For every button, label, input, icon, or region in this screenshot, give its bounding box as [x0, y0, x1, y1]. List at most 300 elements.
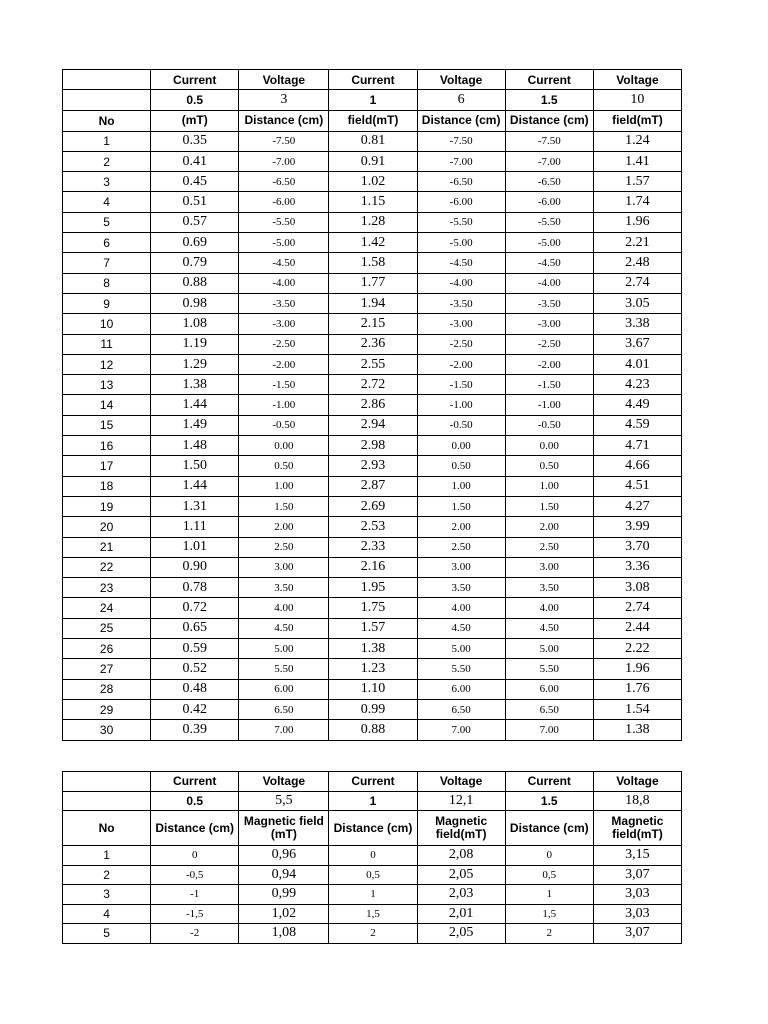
data-cell: -4.50 [417, 253, 505, 273]
data-cell: 1.15 [329, 192, 417, 212]
data-cell: 3.00 [239, 557, 329, 577]
row-number-cell: 11 [63, 334, 151, 354]
header-cell [63, 70, 151, 90]
table-row [63, 699, 682, 719]
data-cell: -7.50 [505, 131, 593, 151]
data-cell: 2.86 [329, 395, 417, 415]
data-table-2 [62, 771, 682, 944]
table-row [63, 456, 682, 476]
data-cell: 2.50 [505, 537, 593, 557]
data-cell: 1.50 [417, 496, 505, 516]
data-cell: 0.48 [151, 679, 239, 699]
data-cell: -2.50 [417, 334, 505, 354]
table-row [63, 496, 682, 516]
data-cell: 3.38 [593, 314, 681, 334]
row-number-cell: 17 [63, 456, 151, 476]
data-cell: -6.00 [505, 192, 593, 212]
data-cell: 5.00 [417, 639, 505, 659]
row-number-cell: 20 [63, 517, 151, 537]
data-cell: 0.00 [417, 436, 505, 456]
header-cell: Current [505, 70, 593, 90]
row-number-cell: 4 [63, 904, 151, 924]
header-label-cell: field(mT) [329, 110, 417, 131]
data-cell: 2,05 [417, 865, 505, 885]
header-label-cell: Distance (cm) [505, 110, 593, 131]
header-label-cell: (mT) [151, 110, 239, 131]
data-cell: -0,5 [151, 865, 239, 885]
data-cell: 1.95 [329, 578, 417, 598]
table-row [63, 578, 682, 598]
data-cell: 2 [505, 924, 593, 944]
data-cell: 0.52 [151, 659, 239, 679]
data-cell: 4.01 [593, 354, 681, 374]
table-row [63, 415, 682, 435]
data-cell: 2.44 [593, 618, 681, 638]
data-cell: 1.57 [593, 172, 681, 192]
data-cell: -2.00 [417, 354, 505, 374]
data-cell: 1.57 [329, 618, 417, 638]
data-cell: 3.50 [239, 578, 329, 598]
table-row [63, 354, 682, 374]
header-row [63, 70, 682, 90]
data-cell: 6.00 [505, 679, 593, 699]
data-cell: 0.50 [417, 456, 505, 476]
table-row [63, 904, 682, 924]
data-cell: 6.00 [417, 679, 505, 699]
row-number-cell: 15 [63, 415, 151, 435]
data-cell: -2.50 [505, 334, 593, 354]
data-cell: 0.88 [151, 273, 239, 293]
header-cell: Voltage [593, 772, 681, 792]
data-cell: 2.74 [593, 598, 681, 618]
row-number-cell: 26 [63, 639, 151, 659]
header-label-cell: No [63, 110, 151, 131]
data-cell: -6.50 [505, 172, 593, 192]
header-label-cell: No [63, 811, 151, 846]
row-number-cell: 28 [63, 679, 151, 699]
data-cell: 1.50 [505, 496, 593, 516]
header-label-cell: Distance (cm) [151, 811, 239, 846]
data-cell: 1.01 [151, 537, 239, 557]
data-cell: -6.50 [239, 172, 329, 192]
data-cell: 1.38 [329, 639, 417, 659]
table-row [63, 131, 682, 151]
table-row [63, 659, 682, 679]
data-cell: 0.78 [151, 578, 239, 598]
data-cell: 2.72 [329, 375, 417, 395]
table-row [63, 639, 682, 659]
data-cell: 2.00 [239, 517, 329, 537]
row-number-cell: 22 [63, 557, 151, 577]
data-cell: 0.81 [329, 131, 417, 151]
data-cell: 0.42 [151, 699, 239, 719]
data-cell: -4.00 [417, 273, 505, 293]
header-value-cell [63, 791, 151, 811]
header-label-cell: Distance (cm) [239, 110, 329, 131]
data-cell: 0,5 [329, 865, 417, 885]
data-cell: 4.23 [593, 375, 681, 395]
data-cell: 5.50 [505, 659, 593, 679]
header-label-cell: Distance (cm) [417, 110, 505, 131]
data-cell: 4.27 [593, 496, 681, 516]
data-cell: 1.00 [505, 476, 593, 496]
header-cell: Voltage [239, 70, 329, 90]
data-cell: 2.33 [329, 537, 417, 557]
table-row [63, 273, 682, 293]
data-cell: 2.16 [329, 557, 417, 577]
header-cell: Current [151, 70, 239, 90]
header-row [63, 811, 682, 846]
row-number-cell: 3 [63, 172, 151, 192]
header-row [63, 772, 682, 792]
data-cell: 5.50 [239, 659, 329, 679]
data-cell: 2,05 [417, 924, 505, 944]
data-cell: 1.02 [329, 172, 417, 192]
data-cell: -0.50 [505, 415, 593, 435]
data-cell: 1.50 [239, 496, 329, 516]
header-value-cell: 5,5 [239, 791, 329, 811]
table-row [63, 436, 682, 456]
data-cell: 6.50 [505, 699, 593, 719]
row-number-cell: 19 [63, 496, 151, 516]
data-cell: 1.41 [593, 151, 681, 171]
data-cell: 1.38 [593, 720, 681, 740]
data-cell: 3,03 [593, 904, 681, 924]
header-value-cell: 10 [593, 90, 681, 110]
data-cell: 4.66 [593, 456, 681, 476]
data-cell: 0,99 [239, 885, 329, 905]
data-cell: -1.00 [417, 395, 505, 415]
table-row [63, 192, 682, 212]
row-number-cell: 12 [63, 354, 151, 374]
table-row [63, 375, 682, 395]
data-cell: 1.49 [151, 415, 239, 435]
data-cell: -3.00 [239, 314, 329, 334]
data-cell: 0.59 [151, 639, 239, 659]
header-cell: Current [151, 772, 239, 792]
data-cell: -1,5 [151, 904, 239, 924]
header-cell: Current [329, 772, 417, 792]
row-number-cell: 2 [63, 151, 151, 171]
data-cell: -4.50 [505, 253, 593, 273]
table-row [63, 557, 682, 577]
header-cell [63, 772, 151, 792]
data-cell: -5.50 [239, 212, 329, 232]
header-row [63, 90, 682, 110]
header-value-cell: 0.5 [151, 90, 239, 110]
header-row [63, 791, 682, 811]
data-cell: 1.42 [329, 233, 417, 253]
data-cell: 0.00 [505, 436, 593, 456]
data-cell: 2.94 [329, 415, 417, 435]
row-number-cell: 16 [63, 436, 151, 456]
data-cell: 4.71 [593, 436, 681, 456]
data-cell: 0.50 [239, 456, 329, 476]
data-cell: 3.05 [593, 293, 681, 313]
data-cell: 0.69 [151, 233, 239, 253]
data-cell: -3.50 [239, 293, 329, 313]
row-number-cell: 2 [63, 865, 151, 885]
data-cell: 4.50 [239, 618, 329, 638]
data-cell: 1.00 [239, 476, 329, 496]
row-number-cell: 27 [63, 659, 151, 679]
header-value-cell: 12,1 [417, 791, 505, 811]
data-cell: 3,07 [593, 924, 681, 944]
row-number-cell: 7 [63, 253, 151, 273]
data-cell: 1.75 [329, 598, 417, 618]
header-value-cell: 1 [329, 791, 417, 811]
row-number-cell: 3 [63, 885, 151, 905]
data-cell: 2.93 [329, 456, 417, 476]
header-label-cell: Distance (cm) [329, 811, 417, 846]
row-number-cell: 9 [63, 293, 151, 313]
data-cell: 6.50 [239, 699, 329, 719]
data-cell: 3.99 [593, 517, 681, 537]
data-cell: 1.54 [593, 699, 681, 719]
data-cell: 7.00 [239, 720, 329, 740]
data-cell: -3.50 [505, 293, 593, 313]
header-cell: Current [505, 772, 593, 792]
data-cell: 1.28 [329, 212, 417, 232]
table-row [63, 151, 682, 171]
data-cell: 0.98 [151, 293, 239, 313]
data-cell: -4.50 [239, 253, 329, 273]
data-cell: 0 [505, 846, 593, 866]
table-row [63, 233, 682, 253]
data-cell: -1.00 [239, 395, 329, 415]
header-label-cell: Magnetic field (mT) [239, 811, 329, 846]
data-cell: -5.50 [505, 212, 593, 232]
data-cell: -4.00 [505, 273, 593, 293]
data-cell: 2 [329, 924, 417, 944]
data-cell: -2.00 [505, 354, 593, 374]
table-row [63, 679, 682, 699]
data-table-1 [62, 69, 682, 741]
data-cell: 0.45 [151, 172, 239, 192]
data-cell: 2.00 [505, 517, 593, 537]
data-cell: 1.00 [417, 476, 505, 496]
data-cell: 1 [329, 885, 417, 905]
data-cell: 2.36 [329, 334, 417, 354]
row-number-cell: 5 [63, 924, 151, 944]
data-cell: 2.22 [593, 639, 681, 659]
data-cell: -3.00 [505, 314, 593, 334]
data-cell: 2.50 [239, 537, 329, 557]
data-cell: 0.88 [329, 720, 417, 740]
table-row [63, 537, 682, 557]
data-cell: 0.65 [151, 618, 239, 638]
table-row [63, 476, 682, 496]
data-cell: 1.38 [151, 375, 239, 395]
header-label-cell: Magnetic field(mT) [417, 811, 505, 846]
header-value-cell: 6 [417, 90, 505, 110]
data-cell: 0.99 [329, 699, 417, 719]
data-cell: 1,5 [329, 904, 417, 924]
data-cell: 1.19 [151, 334, 239, 354]
data-cell: 1.48 [151, 436, 239, 456]
data-cell: -7.00 [239, 151, 329, 171]
data-cell: 3.00 [417, 557, 505, 577]
data-cell: 6.00 [239, 679, 329, 699]
row-number-cell: 8 [63, 273, 151, 293]
data-cell: -1.00 [505, 395, 593, 415]
header-value-cell: 1.5 [505, 791, 593, 811]
data-cell: 2.50 [417, 537, 505, 557]
data-cell: 4.00 [505, 598, 593, 618]
data-cell: 1.31 [151, 496, 239, 516]
data-cell: 3.70 [593, 537, 681, 557]
data-cell: 1,08 [239, 924, 329, 944]
header-value-cell: 18,8 [593, 791, 681, 811]
table-row [63, 846, 682, 866]
data-cell: -5.00 [239, 233, 329, 253]
header-value-cell [63, 90, 151, 110]
table-row [63, 885, 682, 905]
data-cell: 4.49 [593, 395, 681, 415]
data-cell: -0.50 [417, 415, 505, 435]
data-cell: -2.50 [239, 334, 329, 354]
data-cell: -5.50 [417, 212, 505, 232]
data-cell: -0.50 [239, 415, 329, 435]
data-cell: -5.00 [505, 233, 593, 253]
data-cell: -4.00 [239, 273, 329, 293]
table-row [63, 865, 682, 885]
row-number-cell: 1 [63, 846, 151, 866]
data-cell: 1,5 [505, 904, 593, 924]
header-label-cell: field(mT) [593, 110, 681, 131]
data-cell: 1.44 [151, 476, 239, 496]
table-row [63, 618, 682, 638]
data-cell: 0.50 [505, 456, 593, 476]
table-row [63, 293, 682, 313]
data-cell: 1.76 [593, 679, 681, 699]
data-cell: 1.77 [329, 273, 417, 293]
table-row [63, 395, 682, 415]
data-cell: 2.15 [329, 314, 417, 334]
data-cell: 2.48 [593, 253, 681, 273]
row-number-cell: 13 [63, 375, 151, 395]
data-cell: -3.50 [417, 293, 505, 313]
data-cell: 3.50 [505, 578, 593, 598]
table-row [63, 334, 682, 354]
data-cell: 1.10 [329, 679, 417, 699]
header-value-cell: 1 [329, 90, 417, 110]
data-cell: 0.35 [151, 131, 239, 151]
data-cell: 1.58 [329, 253, 417, 273]
data-cell: 3.50 [417, 578, 505, 598]
data-cell: 2,01 [417, 904, 505, 924]
row-number-cell: 4 [63, 192, 151, 212]
data-cell: 2.74 [593, 273, 681, 293]
data-cell: 0 [329, 846, 417, 866]
header-cell: Voltage [417, 772, 505, 792]
data-cell: 2.55 [329, 354, 417, 374]
header-value-cell: 3 [239, 90, 329, 110]
data-cell: -6.50 [417, 172, 505, 192]
data-cell: -1.50 [417, 375, 505, 395]
table-row [63, 253, 682, 273]
header-label-cell: Magnetic field(mT) [593, 811, 681, 846]
table-row [63, 517, 682, 537]
data-cell: 1.50 [151, 456, 239, 476]
data-cell: 1.74 [593, 192, 681, 212]
header-value-cell: 1.5 [505, 90, 593, 110]
row-number-cell: 25 [63, 618, 151, 638]
header-cell: Voltage [239, 772, 329, 792]
data-cell: 4.00 [239, 598, 329, 618]
row-number-cell: 24 [63, 598, 151, 618]
data-cell: -6.00 [417, 192, 505, 212]
data-cell: 2.98 [329, 436, 417, 456]
header-cell: Current [329, 70, 417, 90]
data-cell: -7.50 [239, 131, 329, 151]
data-cell: 1.23 [329, 659, 417, 679]
data-cell: 0.79 [151, 253, 239, 273]
data-cell: 1 [505, 885, 593, 905]
data-cell: 0,96 [239, 846, 329, 866]
data-cell: -2.00 [239, 354, 329, 374]
data-cell: 2.87 [329, 476, 417, 496]
data-cell: 6.50 [417, 699, 505, 719]
data-cell: -7.50 [417, 131, 505, 151]
table-row [63, 172, 682, 192]
row-number-cell: 14 [63, 395, 151, 415]
row-number-cell: 18 [63, 476, 151, 496]
row-number-cell: 29 [63, 699, 151, 719]
data-cell: 0.51 [151, 192, 239, 212]
header-cell: Voltage [417, 70, 505, 90]
data-cell: 0.90 [151, 557, 239, 577]
table-row [63, 720, 682, 740]
table-row [63, 314, 682, 334]
header-cell: Voltage [593, 70, 681, 90]
header-row [63, 110, 682, 131]
data-cell: 7.00 [505, 720, 593, 740]
data-cell: 4.51 [593, 476, 681, 496]
row-number-cell: 21 [63, 537, 151, 557]
data-cell: 0.41 [151, 151, 239, 171]
data-cell: 1.24 [593, 131, 681, 151]
data-cell: -5.00 [417, 233, 505, 253]
data-cell: 2,03 [417, 885, 505, 905]
data-cell: 0.00 [239, 436, 329, 456]
data-cell: 1,02 [239, 904, 329, 924]
data-cell: 5.00 [505, 639, 593, 659]
data-cell: 2.21 [593, 233, 681, 253]
data-cell: 0.57 [151, 212, 239, 232]
header-value-cell: 0.5 [151, 791, 239, 811]
data-cell: -2 [151, 924, 239, 944]
row-number-cell: 30 [63, 720, 151, 740]
row-number-cell: 1 [63, 131, 151, 151]
row-number-cell: 23 [63, 578, 151, 598]
table-row [63, 212, 682, 232]
data-cell: 0.39 [151, 720, 239, 740]
data-cell: 5.00 [239, 639, 329, 659]
data-cell: -1.50 [505, 375, 593, 395]
data-cell: 2.69 [329, 496, 417, 516]
data-cell: 2,08 [417, 846, 505, 866]
data-cell: 1.29 [151, 354, 239, 374]
data-cell: -7.00 [505, 151, 593, 171]
data-cell: -6.00 [239, 192, 329, 212]
data-cell: 0.72 [151, 598, 239, 618]
data-cell: 1.08 [151, 314, 239, 334]
data-cell: 1.44 [151, 395, 239, 415]
data-cell: 4.50 [417, 618, 505, 638]
data-cell: -7.00 [417, 151, 505, 171]
data-cell: 0 [151, 846, 239, 866]
